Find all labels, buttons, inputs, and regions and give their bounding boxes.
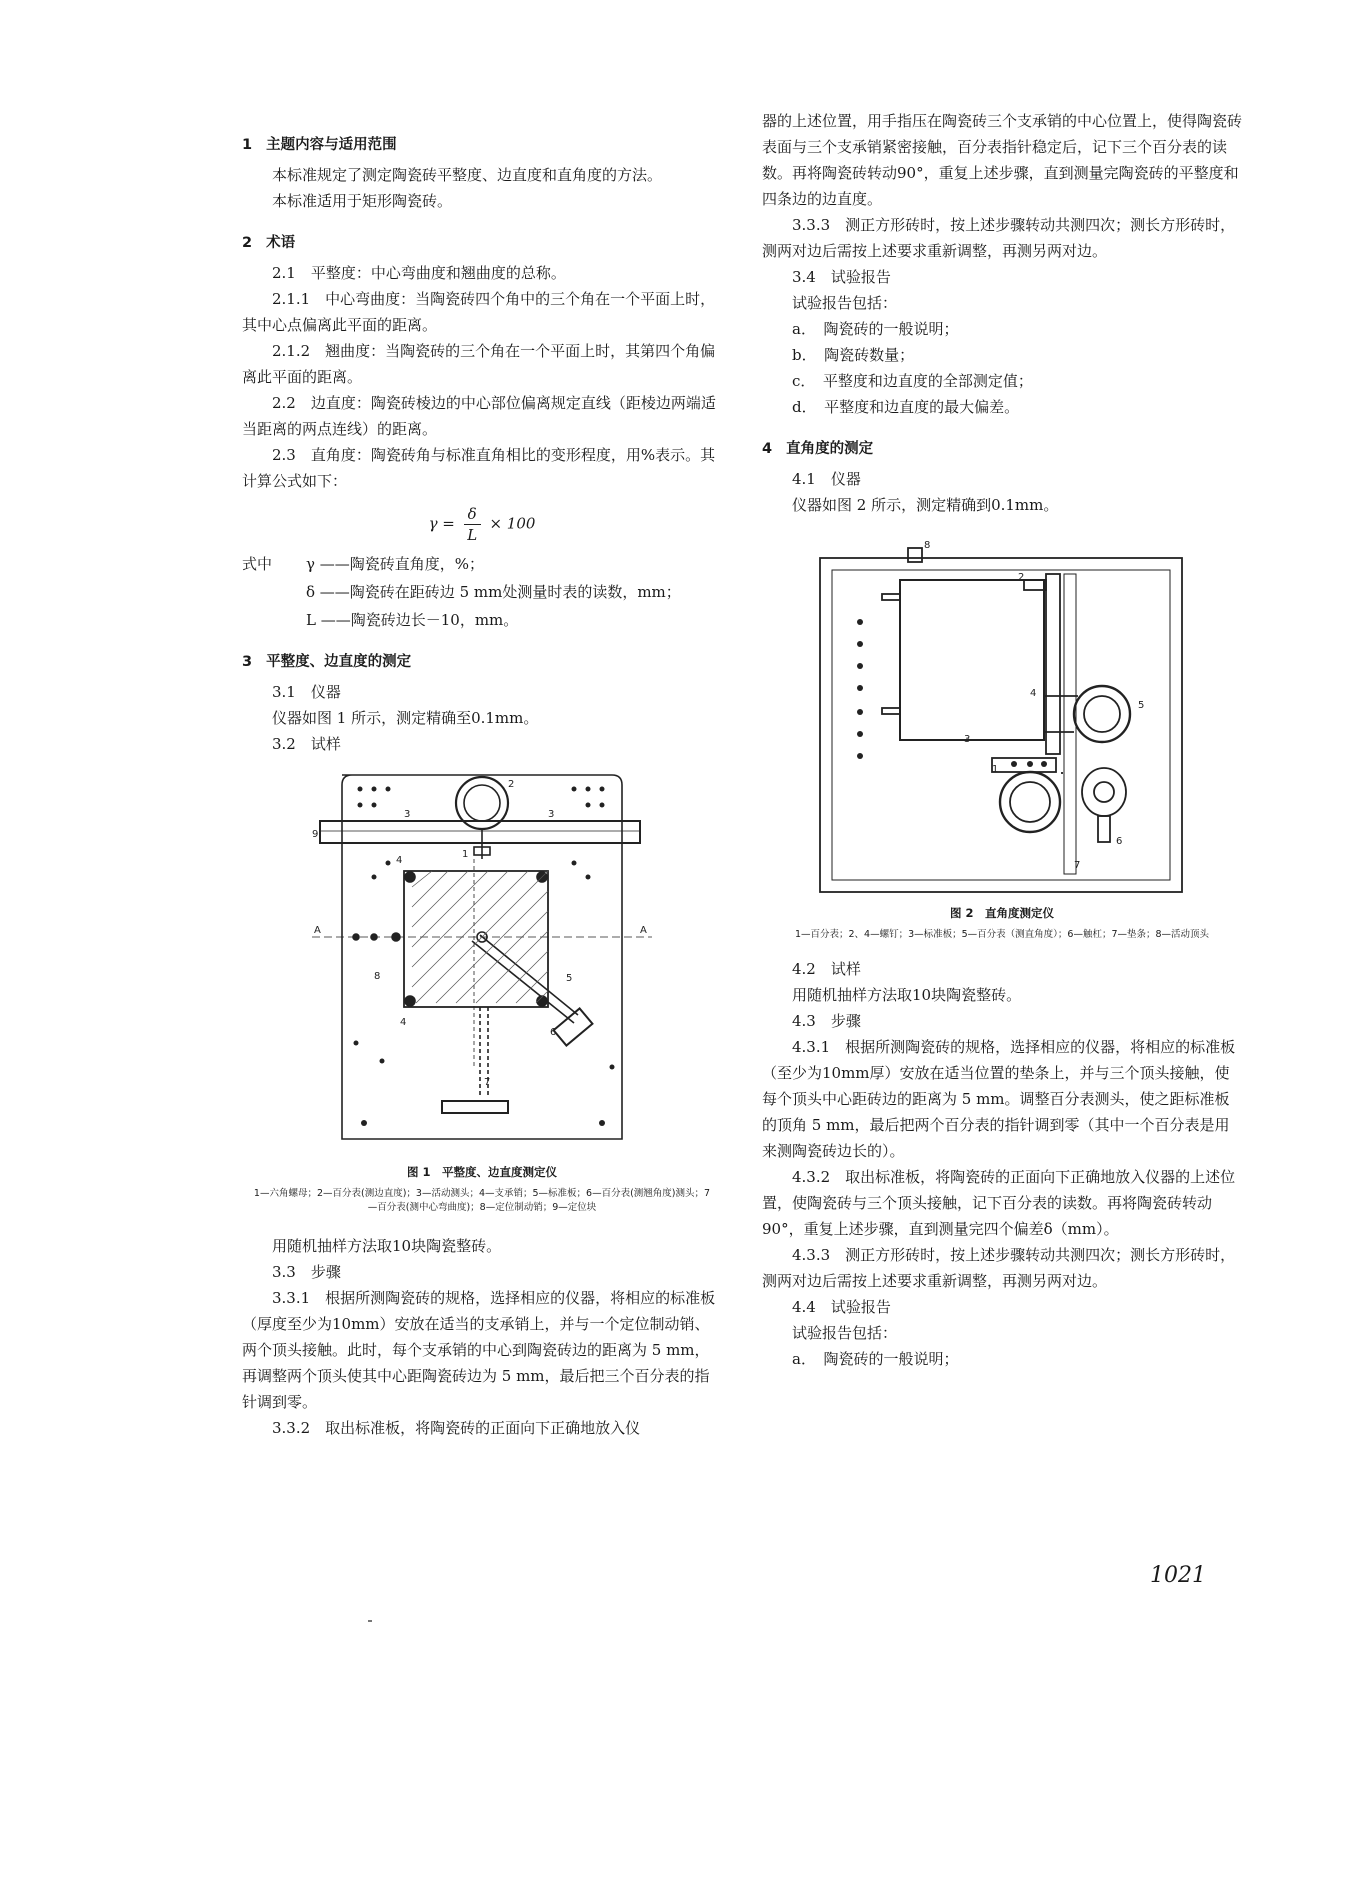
list-item: c． 平整度和边直度的全部测定值； (792, 372, 1033, 390)
fig1-label: 8 (374, 971, 381, 982)
paragraph: 2.2 边直度：陶瓷砖棱边的中心部位偏离规定直线（距棱边两端适当距离的两点连线）的距离。 (242, 394, 716, 438)
section-title: 平整度、边直度的测定 (266, 654, 412, 670)
figure-1-caption: 图 1 平整度、边直度测定仪 (406, 1165, 557, 1179)
paragraph: 本标准规定了测定陶瓷砖平整度、边直度和直角度的方法。 (272, 166, 663, 184)
fig1-label: 3 (404, 809, 411, 820)
list-item: d． 平整度和边直度的最大偏差。 (792, 398, 1020, 416)
fig1-label: 7 (484, 1077, 491, 1088)
paragraph: 2.1 平整度：中心弯曲度和翘曲度的总称。 (272, 264, 566, 282)
formula-numerator: δ (464, 504, 481, 525)
paragraph: 仪器如图 2 所示，测定精确到0.1mm。 (792, 496, 1059, 514)
paragraph: 3.3.2 取出标准板，将陶瓷砖的正面向下正确地放入仪 (272, 1419, 641, 1437)
fig2-label: 1 (992, 764, 999, 775)
where-item: γ ——陶瓷砖直角度，%； (306, 555, 484, 573)
section-number: 3 (242, 654, 253, 670)
where-item: L ——陶瓷砖边长－10，mm。 (306, 611, 519, 629)
formula-lhs: γ = (428, 514, 455, 533)
paragraph: 用随机抽样方法取10块陶瓷整砖。 (272, 1237, 502, 1255)
paragraph: 用随机抽样方法取10块陶瓷整砖。 (792, 986, 1022, 1004)
fig2-label: 7 (1074, 860, 1081, 871)
formula-fraction (464, 504, 481, 545)
figure-2-drawing (812, 536, 1192, 896)
left-column (242, 118, 722, 1441)
section-title: 主题内容与适用范围 (266, 137, 397, 153)
fig1-label: 9 (312, 829, 319, 840)
subheading: 3.3 步骤 (272, 1263, 341, 1281)
paragraph: 3.3.3 测正方形砖时，按上述步骤转动共测四次；测长方形砖时，测两对边后需按上述要求重新调整，再测另两对边。 (762, 216, 1236, 260)
paragraph: 仪器如图 1 所示，测定精确至0.1mm。 (272, 709, 539, 727)
figure-2 (812, 536, 1192, 896)
section-title: 直角度的测定 (786, 441, 874, 457)
formula-denominator: L (467, 526, 478, 544)
scan-mark (368, 1620, 372, 1622)
page-number: 1021 (1150, 1563, 1206, 1588)
section-number: 2 (242, 235, 253, 251)
paragraph: 本标准适用于矩形陶瓷砖。 (272, 192, 453, 210)
subheading: 4.1 仪器 (792, 470, 861, 488)
figure-1 (312, 767, 652, 1155)
list-item: a． 陶瓷砖的一般说明； (792, 320, 959, 338)
section-number: 4 (762, 441, 773, 457)
section-2-heading (242, 230, 722, 256)
fig2-label: 8 (924, 540, 931, 551)
section-1-heading (242, 132, 722, 158)
paragraph: 2.3 直角度：陶瓷砖角与标准直角相比的变形程度，用%表示。其计算公式如下： (242, 446, 716, 490)
list-item: a． 陶瓷砖的一般说明； (792, 1350, 959, 1368)
fig2-label: 6 (1116, 836, 1123, 847)
paragraph: 试验报告包括： (792, 1324, 898, 1342)
paragraph: 试验报告包括： (792, 294, 898, 312)
fig2-label: 4 (1030, 688, 1037, 699)
formula-rhs: × 100 (489, 514, 536, 533)
formula (242, 504, 722, 545)
section-title: 术语 (266, 235, 296, 251)
subheading: 4.2 试样 (792, 960, 861, 978)
subheading: 3.1 仪器 (272, 683, 341, 701)
fig1-label: 2 (508, 779, 515, 790)
paragraph: 3.3.1 根据所测陶瓷砖的规格，选择相应的仪器，将相应的标准板（厚度至少为10mm）安放在适当的支承销上，并与一个定位制动销、两个顶头接触。此时，每个支承销的中心到陶瓷砖边的距离为 5 mm，再调整两个顶头使其中心距陶瓷砖边为 5 mm，最后把三个百分表的指针调到零。 (242, 1289, 716, 1411)
fig1-label: 3 (548, 809, 555, 820)
figure-2-caption: 图 2 直角度测定仪 (949, 906, 1054, 920)
where-item: δ ——陶瓷砖在距砖边 5 mm处测量时表的读数，mm； (306, 583, 681, 601)
section-number: 1 (242, 137, 253, 153)
fig1-label: 4 (396, 855, 403, 866)
fig1-label: 4 (400, 1017, 407, 1028)
fig2-label: 2 (1018, 572, 1025, 583)
figure-1-legend: 1—六角螺母；2—百分表(测边直度)；3—活动测头；4—支承销；5—标准板；6—百分表(测翘角度)测头；7—百分表(测中心弯曲度)；8—定位制动销；9—定位块 (253, 1188, 711, 1213)
list-item: b． 陶瓷砖数量； (792, 346, 915, 364)
section-4-heading (762, 436, 1242, 462)
fig1-label: A (640, 925, 647, 936)
paragraph: 4.3.1 根据所测陶瓷砖的规格，选择相应的仪器，将相应的标准板（至少为10mm厚）安放在适当位置的垫条上，并与三个顶头接触，使每个顶头中心距砖边的距离为 5 mm。调整百分表测头，使之距标准板的顶角 5 mm，最后把两个百分表的指针调到零（其中一个百分表是用来测陶瓷砖边长的）。 (762, 1038, 1236, 1160)
fig1-label: 5 (566, 973, 573, 984)
paragraph: 4.3.3 测正方形砖时，按上述步骤转动共测四次；测长方形砖时，测两对边后需按上述要求重新调整，再测另两对边。 (762, 1246, 1236, 1290)
subheading: 3.2 试样 (272, 735, 341, 753)
fig1-label: 6 (550, 1027, 557, 1038)
fig1-label: 1 (462, 849, 469, 860)
fig2-label: 3 (964, 734, 971, 745)
right-column (762, 108, 1242, 1372)
fig2-label: 5 (1138, 700, 1145, 711)
subheading: 3.4 试验报告 (792, 268, 891, 286)
formula-legend (242, 551, 722, 633)
fig1-label: A (314, 925, 321, 936)
subheading: 4.3 步骤 (792, 1012, 861, 1030)
where-label: 式中 (242, 555, 273, 573)
paragraph: 4.3.2 取出标准板，将陶瓷砖的正面向下正确地放入仪器的上述位置，使陶瓷砖与三个顶头接触，记下百分表的读数。再将陶瓷砖转动90°，重复上述步骤，直到测量完四个偏差δ（mm）。 (762, 1168, 1236, 1238)
paragraph: 2.1.2 翘曲度：当陶瓷砖的三个角在一个平面上时，其第四个角偏离此平面的距离。 (242, 342, 716, 386)
figure-1-drawing (312, 767, 652, 1155)
paragraph: 器的上述位置，用手指压在陶瓷砖三个支承销的中心位置上，使得陶瓷砖表面与三个支承销紧密接触，百分表指针稳定后，记下三个百分表的读数。再将陶瓷砖转动90°，重复上述步骤，直到测量完陶瓷砖的平整度和四条边的边直度。 (762, 112, 1243, 208)
paragraph: 2.1.1 中心弯曲度：当陶瓷砖四个角中的三个角在一个平面上时，其中心点偏离此平面的距离。 (242, 290, 716, 334)
subheading: 4.4 试验报告 (792, 1298, 891, 1316)
section-3-heading (242, 649, 722, 675)
figure-2-legend: 1—百分表；2、4—螺钉；3—标准板；5—百分表（测直角度）；6—触杠；7—垫条；8—活动顶头 (794, 929, 1210, 940)
